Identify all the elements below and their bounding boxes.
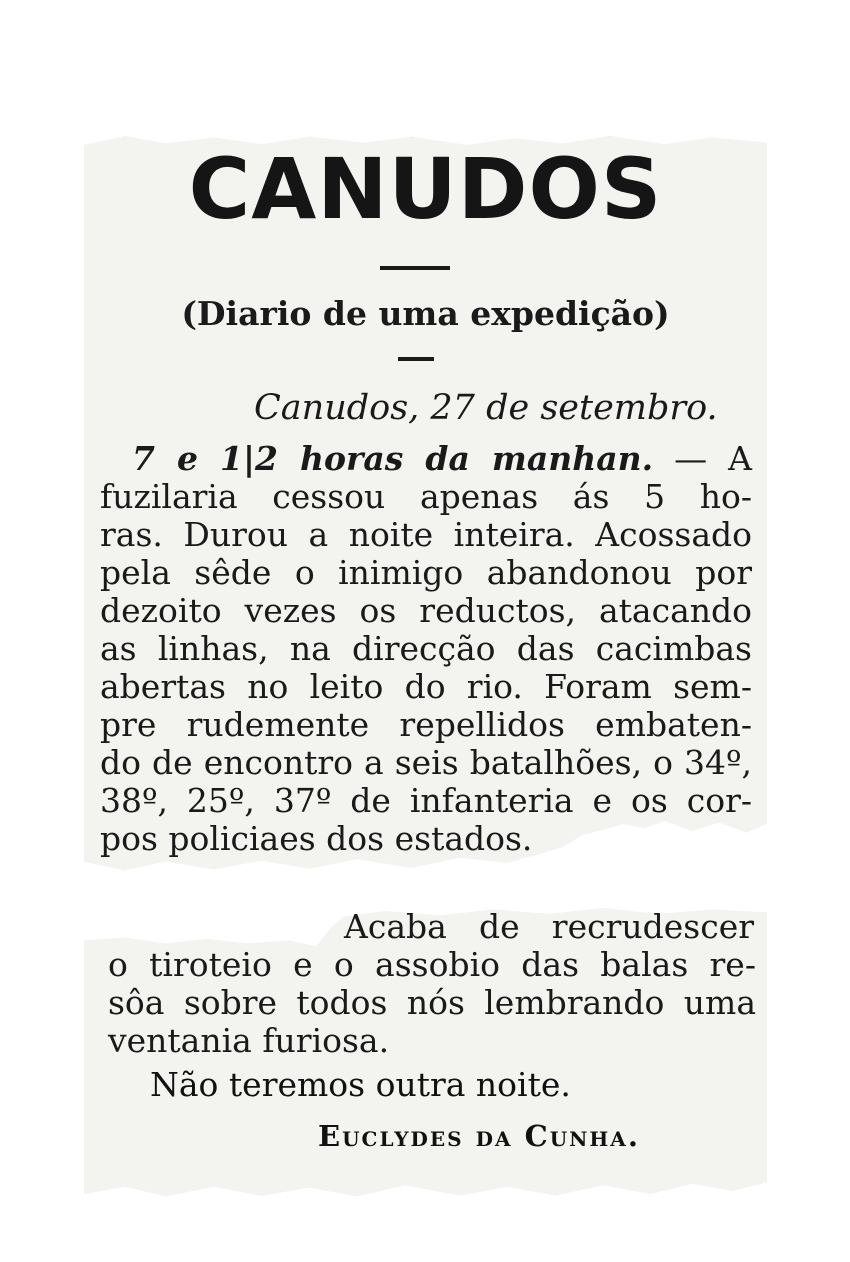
dateline: Canudos, 27 de setembro.	[254, 388, 718, 428]
body-line: fuzilaria cessou apenas ás 5 ho-	[100, 477, 752, 516]
body-line: ventania furiosa.	[108, 1021, 390, 1060]
body-line: as linhas, na direcção das cacimbas	[100, 629, 752, 668]
lead-time: 7 e 1|2 horas da manhan.	[132, 439, 654, 478]
body-line: ras. Durou a noite inteira. Acossado	[100, 515, 752, 554]
body-line: dezoito vezes os reductos, atacando	[100, 591, 752, 630]
body-line: do de encontro a seis batalhões, o 34º,	[100, 743, 752, 782]
body-line: Acaba de recrudescer	[344, 907, 754, 946]
body-line: pela sêde o inimigo abandonou por	[100, 553, 752, 592]
subtitle: (Diario de uma expedição)	[181, 294, 670, 333]
separator-rule	[380, 266, 450, 270]
author-signature: Euclydes da Cunha.	[318, 1119, 640, 1153]
body-line-text: — A	[674, 439, 752, 478]
body-line: pos policiaes dos estados.	[100, 819, 533, 858]
headline: CANUDOS	[188, 140, 663, 238]
body-line: sôa sobre todos nós lembrando uma	[108, 983, 756, 1022]
closing-line: Não teremos outra noite.	[150, 1065, 571, 1104]
body-line: o tiroteio e o assobio das balas re-	[108, 945, 756, 984]
body-line: pre rudemente repellidos embaten-	[100, 705, 752, 744]
separator-rule-short	[398, 357, 434, 361]
body-line: 38º, 25º, 37º de infanteria e os cor-	[100, 781, 752, 820]
body-line: abertas no leito do rio. Foram sem-	[100, 667, 752, 706]
body-line	[132, 440, 752, 478]
